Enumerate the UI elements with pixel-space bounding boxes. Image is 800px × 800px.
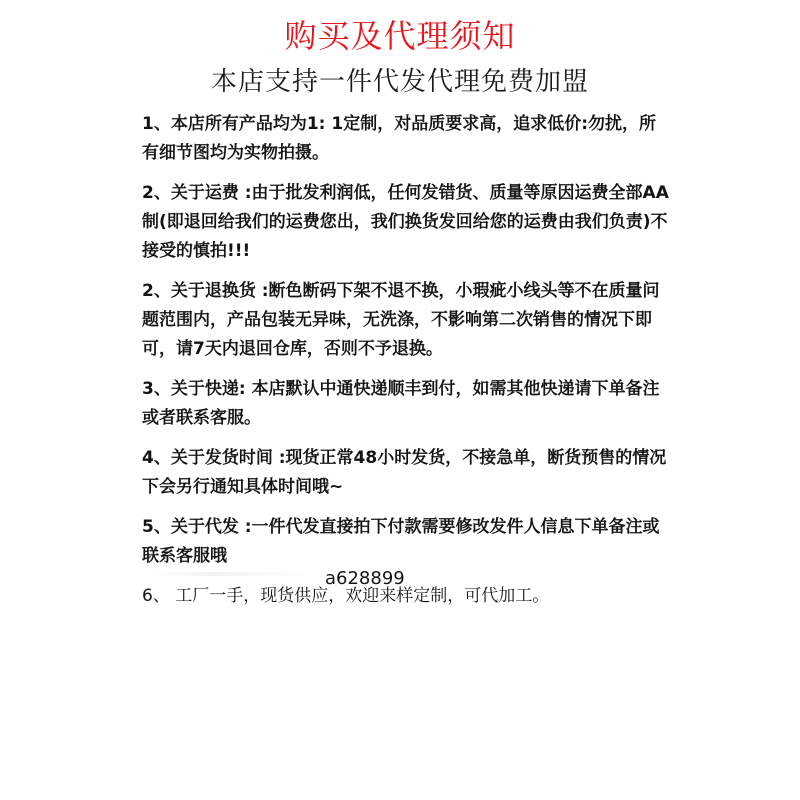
contact-id: a628899	[325, 568, 405, 589]
rule-courier: 3、关于快递: 本店默认中通快递顺丰到付，如需其他快递请下单备注或者联系客服。	[142, 379, 660, 428]
rules-list	[142, 110, 672, 622]
page-title: 购买及代理须知	[284, 17, 516, 55]
faint-mark	[150, 572, 310, 576]
page-subtitle: 本店支持一件代发代理免费加盟	[210, 67, 589, 97]
rule-quality: 1、本店所有产品均为1: 1定制，对品质要求高，追求低价:勿扰，所有细节图均为实物拍摄。	[142, 114, 656, 163]
rule-delivery-time: 4、关于发货时间 :现货正常48小时发货，不接急单，断货预售的情况下会另行通知具体时间哦~	[142, 448, 667, 497]
rule-dropshipping: 5、关于代发 :一件代发直接拍下付款需要修改发件人信息下单备注或联系客服哦	[142, 517, 660, 566]
rule-shipping-fee: 2、关于运费 :由于批发利润低，任何发错货、质量等原因运费全部AA制(即退回给我们的运费您出，我们换货发回给您的运费由我们负责)不接受的慎拍!!!	[142, 183, 669, 261]
rule-returns: 2、关于退换货 :断色断码下架不退不换，小瑕疵小线头等不在质量问题范围内，产品包装无异味，无洗涤，不影响第二次销售的情况下即可，请7天内退回仓库，否则不予退换。	[142, 281, 660, 359]
rule-factory: 6、 工厂一手，现货供应，欢迎来样定制，可代加工。	[142, 586, 550, 606]
